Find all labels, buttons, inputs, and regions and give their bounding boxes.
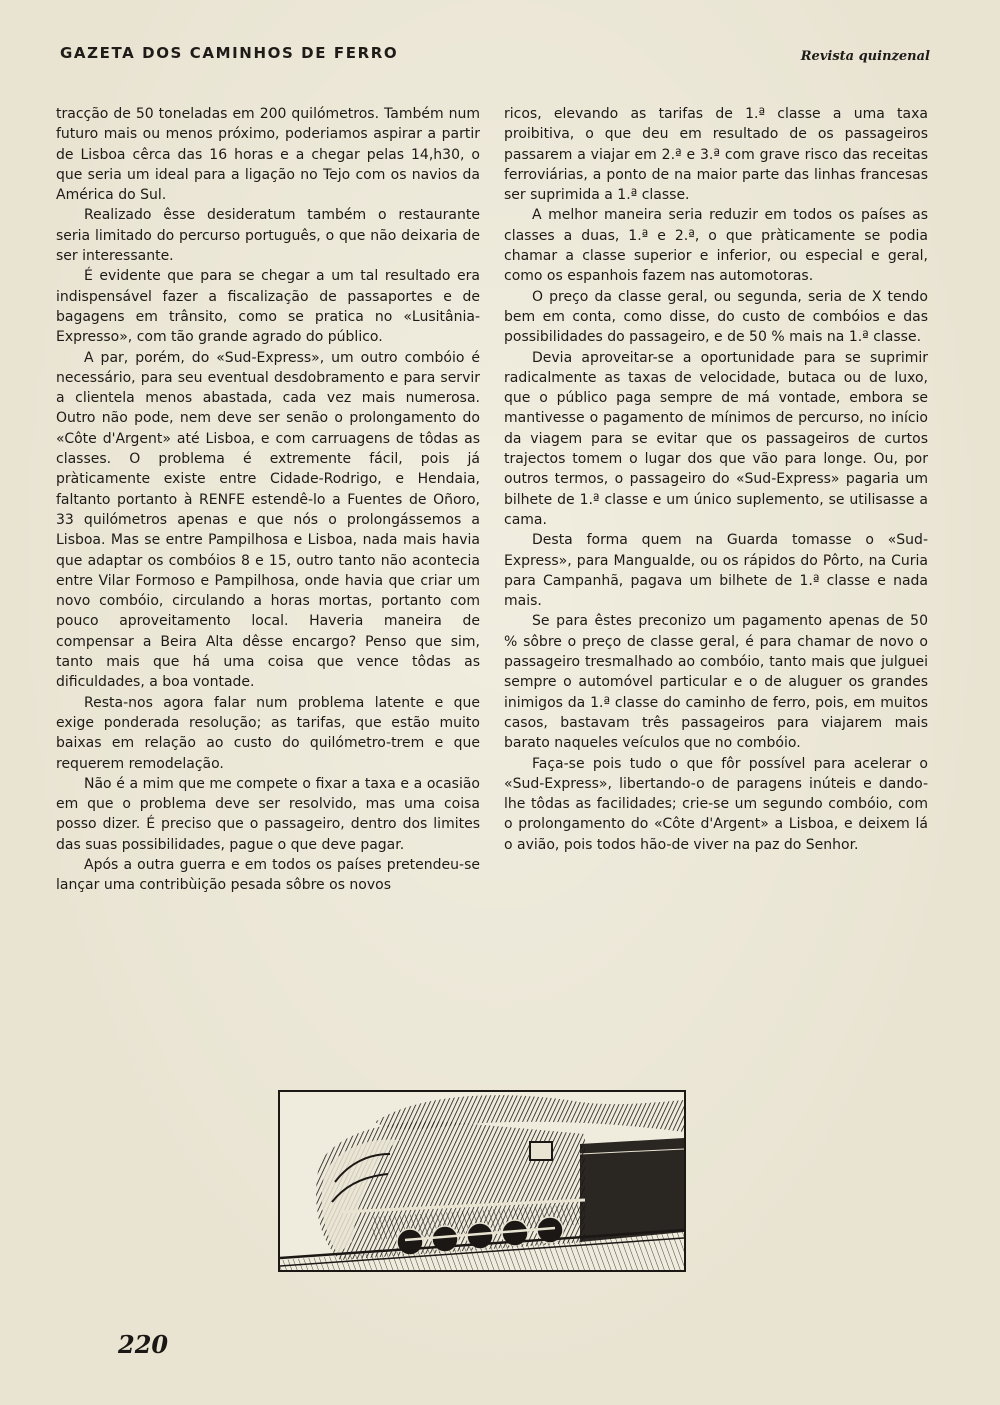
page-number: 220 <box>118 1330 169 1359</box>
paragraph: Resta-nos agora falar num problema latente e que exige ponderada resolução; as tarifas, que estão muito baixas em relação ao custo do quilómetro-trem e que requerem remodelação. <box>56 694 480 772</box>
text-column-left <box>56 104 480 896</box>
paragraph: tracção de 50 toneladas em 200 quilómetros. Também num futuro mais ou menos próximo, poderiamos aspirar a partir de Lisboa cêrca das 16 horas e a chegar pelas 14,h30, o que seria um ideal para a ligação no Tejo com os navios da América do Sul. <box>56 106 480 204</box>
journal-subtitle: Revista quinzenal <box>800 49 930 64</box>
locomotive-illustration <box>278 1090 686 1272</box>
paragraph: O preço da classe geral, ou segunda, seria de X tendo bem em conta, como disse, do custo de combóios e das possibilidades do passageiro, e de 50 % mais na 1.ª classe. <box>504 288 928 346</box>
paragraph: Realizado êsse desideratum também o restaurante seria limitado do percurso português, o que não deixaria de ser interessante. <box>56 207 480 265</box>
paragraph: Faça-se pois tudo o que fôr possível para acelerar o «Sud-Express», libertando-o de paragens inúteis e dando-lhe tôdas as facilidades; crie-se um segundo combóio, com o prolongamento do «Côte d'Argent» a Lisboa, e deixem lá o avião, pois todos hão-de viver na paz do Senhor. <box>504 755 928 853</box>
paragraph: A melhor maneira seria reduzir em todos os países as classes a duas, 1.ª e 2.ª, o que pràticamente se podia chamar a classe superior e inferior, ou especial e geral, como os espanhois fazem nas automotoras. <box>504 207 928 285</box>
paragraph: Após a outra guerra e em todos os países pretendeu-se lançar uma contribùição pesada sôbre os novos <box>56 856 480 894</box>
journal-title: GAZETA DOS CAMINHOS DE FERRO <box>60 44 399 62</box>
paragraph: ricos, elevando as tarifas de 1.ª classe a uma taxa proibitiva, o que deu em resultado de os passageiros passarem a viajar em 2.ª e 3.ª com grave risco das receitas ferroviárias, a ponto de na maior parte das linhas francesas ser suprimida a 1.ª classe. <box>504 106 928 204</box>
text-column-right <box>504 104 928 855</box>
paragraph: Desta forma quem na Guarda tomasse o «Sud-Express», para Mangualde, ou os rápidos do Pôrto, na Curia para Campanhã, pagava um bilhete de 1.ª classe e nada mais. <box>504 532 928 610</box>
paragraph: Não é a mim que me compete o fixar a taxa e a ocasião em que o problema deve ser resolvido, mas uma coisa posso dizer. É preciso que o passageiro, dentro dos limites das suas possibilidades, pague o que deve pagar. <box>56 775 480 853</box>
running-header <box>60 44 930 70</box>
streamlined-locomotive-engraving <box>280 1092 684 1270</box>
paragraph: Se para êstes preconizo um pagamento apenas de 50 % sôbre o preço de classe geral, é para chamar de novo o passageiro tresmalhado ao combóio, tanto mais que julguei sempre o automóvel particular e o de aluguer os grandes inimigos da 1.ª classe do caminho de ferro, pois, em muitos casos, bastavam três passageiros para viajarem mais barato naqueles veículos que no combóio. <box>504 613 928 752</box>
paragraph: A par, porém, do «Sud-Express», um outro combóio é necessário, para seu eventual desdobramento e para servir a clientela menos abastada, cada vez mais numerosa. Outro não pode, nem deve ser senão o prolongamento do «Côte d'Argent» até Lisboa, e com carruagens de tôdas as classes. O problema é extremente fácil, pois já pràticamente existe entre Cidade-Rodrigo, e Hendaia, faltanto portanto à RENFE estendê-lo a Fuentes de Oñoro, 33 quilómetros apenas e que nós o prolongássemos a Lisboa. Mas se entre Pampilhosa e Lisboa, nada mais havia que adaptar os combóios 8 e 15, outro tanto não acontecia entre Vilar Formoso e Pampilhosa, onde havia que criar um novo combóio, circulando a horas mortas, portanto com pouco aproveitamento local. Haveria maneira de compensar a Beira Alta dêsse encargo? Penso que sim, tanto mais que há uma coisa que vence tôdas as dificuldades, a boa vontade. <box>56 349 480 691</box>
paragraph: Devia aproveitar-se a oportunidade para se suprimir radicalmente as taxas de velocidade, butaca ou de luxo, que o público paga sempre de má vontade, embora se mantivesse o pagamento de mínimos de percurso, no início da viagem para se evitar que os passageiros de curtos trajectos tomem o lugar dos que vão para longe. Ou, por outros termos, o passageiro do «Sud-Express» pagaria um bilhete de 1.ª classe e um único suplemento, se utilisasse a cama. <box>504 349 928 528</box>
paragraph: É evidente que para se chegar a um tal resultado era indispensável fazer a fiscalização de passaportes e de bagagens em trânsito, como se pratica no «Lusitânia-Expresso», com tão grande agrado do público. <box>56 268 480 346</box>
